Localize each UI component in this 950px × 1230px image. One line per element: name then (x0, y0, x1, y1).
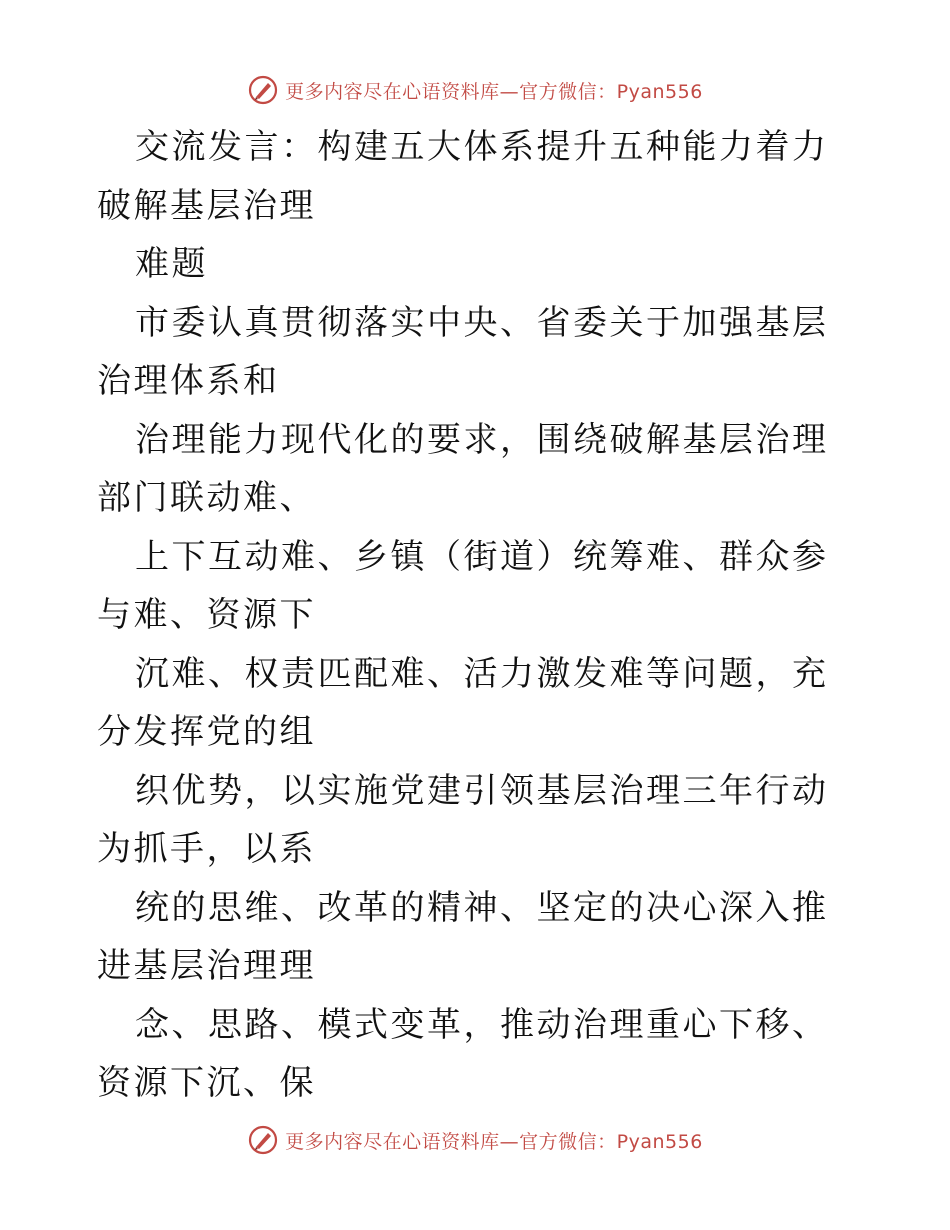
pen-logo-icon (247, 1124, 279, 1156)
watermark-footer (0, 1120, 950, 1160)
paragraph: 市委认真贯彻落实中央、省委关于加强基层治理体系和 (97, 302, 829, 401)
document-body (97, 118, 857, 1113)
watermark-text: 更多内容尽在心语资料库—官方微信：Pyan556 (285, 80, 703, 103)
watermark-header (0, 70, 950, 110)
paragraph: 织优势，以实施党建引领基层治理三年行动为抓手，以系 (97, 770, 829, 869)
watermark-text: 更多内容尽在心语资料库—官方微信：Pyan556 (285, 1130, 703, 1153)
paragraph: 上下互动难、乡镇（街道）统筹难、群众参与难、资源下 (97, 536, 829, 635)
paragraph: 难题 (135, 244, 208, 284)
paragraph: 交流发言：构建五大体系提升五种能力着力破解基层治理 (97, 127, 829, 226)
paragraph: 念、思路、模式变革，推动治理重心下移、资源下沉、保 (97, 1004, 829, 1103)
paragraph: 统的思维、改革的精神、坚定的决心深入推进基层治理理 (97, 887, 829, 986)
paragraph: 治理能力现代化的要求，围绕破解基层治理部门联动难、 (97, 419, 829, 518)
pen-logo-icon (247, 74, 279, 106)
paragraph: 沉难、权责匹配难、活力激发难等问题，充分发挥党的组 (97, 653, 829, 752)
